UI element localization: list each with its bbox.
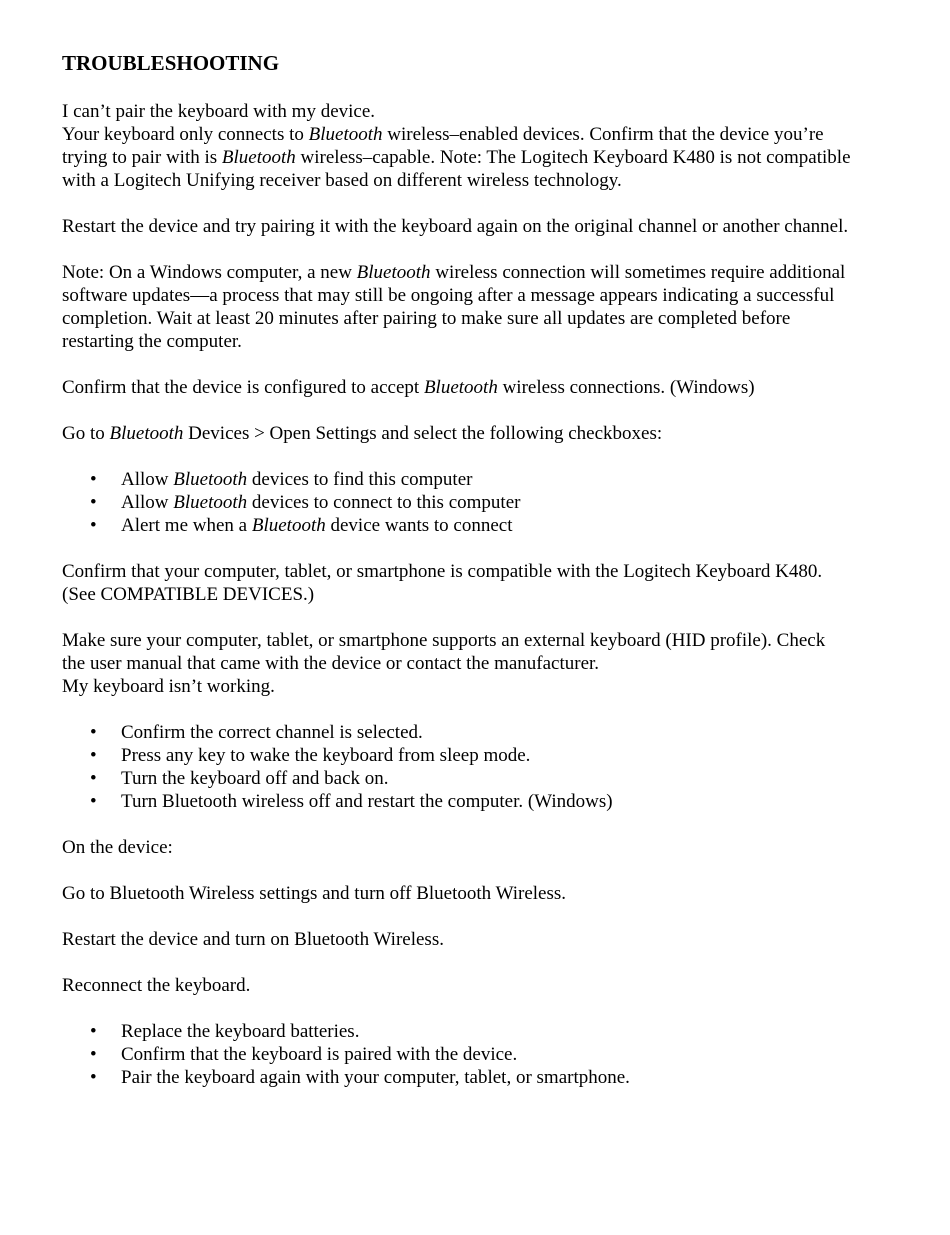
not-working-heading: My keyboard isn’t working. xyxy=(62,676,275,697)
paragraph-bt-settings: Go to Bluetooth Wireless settings and turn off Bluetooth Wireless. xyxy=(62,883,567,904)
final-steps-list xyxy=(62,1020,852,1089)
paragraph-open-settings: Go to Bluetooth Devices > Open Settings and select the following checkboxes: xyxy=(62,423,663,444)
paragraph-reconnect: Reconnect the keyboard. xyxy=(62,975,251,996)
checkbox-list xyxy=(62,468,852,537)
paragraph-windows-note: Note: On a Windows computer, a new Bluetooth wireless connection will sometimes require additional software updates—a process that may still be ongoing after a message appears indicating a successful completion. Wait at least 20 minutes after pairing to make sure all updates are completed before restarting the computer. xyxy=(62,262,846,352)
page-title: TROUBLESHOOTING xyxy=(62,51,280,75)
document-page xyxy=(62,49,852,1089)
pair-issue-heading: I can’t pair the keyboard with my device. xyxy=(62,101,376,122)
list-item: • Allow Bluetooth devices to find this computer xyxy=(121,468,852,491)
not-working-list xyxy=(62,721,852,813)
list-item: • Confirm that the keyboard is paired with the device. xyxy=(121,1043,852,1066)
list-item: • Turn Bluetooth wireless off and restart the computer. (Windows) xyxy=(121,790,852,813)
paragraph-bluetooth-only: Your keyboard only connects to Bluetooth wireless–enabled devices. Confirm that the device you’re trying to pair with is Bluetooth wireless–capable. Note: The Logitech Keyboard K480 is not compatible with a Logitech Unifying receiver based on different wireless technology. xyxy=(62,124,851,191)
list-item: • Press any key to wake the keyboard from sleep mode. xyxy=(121,744,852,767)
paragraph-confirm-config: Confirm that the device is configured to accept Bluetooth wireless connections. (Windows) xyxy=(62,377,755,398)
list-item: • Confirm the correct channel is selected. xyxy=(121,721,852,744)
list-item: • Allow Bluetooth devices to connect to this computer xyxy=(121,491,852,514)
list-item: • Replace the keyboard batteries. xyxy=(121,1020,852,1043)
paragraph-hid-profile: Make sure your computer, tablet, or smartphone supports an external keyboard (HID profile). Check the user manual that came with the device or contact the manufacturer. xyxy=(62,630,826,674)
paragraph-compatibility: Confirm that your computer, tablet, or smartphone is compatible with the Logitech Keyboard K480. (See COMPATIBLE DEVICES.) xyxy=(62,561,823,605)
paragraph-on-device: On the device: xyxy=(62,837,173,858)
list-item: • Turn the keyboard off and back on. xyxy=(121,767,852,790)
paragraph-restart-device: Restart the device and try pairing it with the keyboard again on the original channel or another channel. xyxy=(62,216,849,237)
list-item: • Alert me when a Bluetooth device wants to connect xyxy=(121,514,852,537)
list-item: • Pair the keyboard again with your computer, tablet, or smartphone. xyxy=(121,1066,852,1089)
paragraph-restart-bt: Restart the device and turn on Bluetooth Wireless. xyxy=(62,929,444,950)
